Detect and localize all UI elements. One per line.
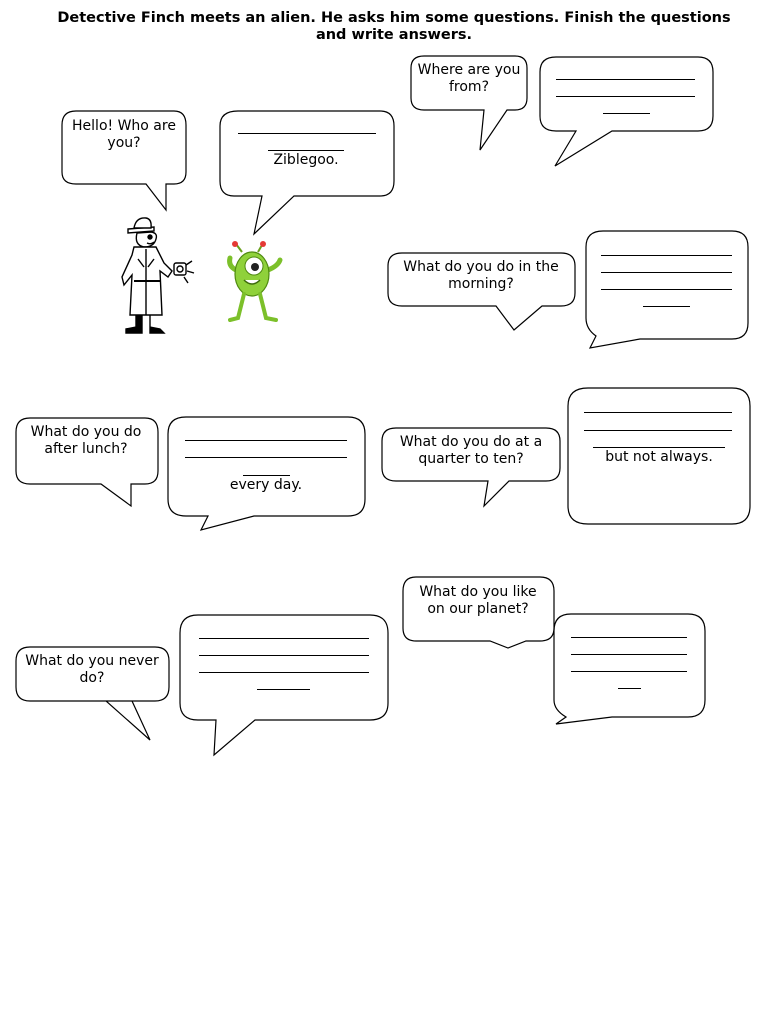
answer-blank-line[interactable] <box>185 457 347 458</box>
question-text-6: What do you never do? <box>25 653 159 686</box>
answer-blank-line[interactable] <box>556 96 695 97</box>
question-text-7: What do you like on our planet? <box>419 584 537 617</box>
answer-blank-line[interactable] <box>603 113 650 114</box>
answer-blank-line[interactable] <box>601 289 732 290</box>
answer-blank-line[interactable] <box>601 255 732 256</box>
question-text-4: What do you do after lunch? <box>30 424 142 457</box>
question-text-5: What do you do at a quarter to ten? <box>399 434 543 467</box>
answer-blank-line[interactable] <box>199 655 369 656</box>
question-text-3: What do you do in the morning? <box>403 259 559 292</box>
answer-bubble-2 <box>540 57 713 166</box>
answer-bubble-6 <box>180 615 388 755</box>
answer-blank-line[interactable] <box>243 475 290 476</box>
answer-blank-line[interactable] <box>618 688 641 689</box>
question-text-2: Where are you from? <box>417 62 521 95</box>
answer-blank-line[interactable] <box>584 430 732 431</box>
alien-figure <box>230 241 280 320</box>
answer-blank-line[interactable] <box>601 272 732 273</box>
answer-bubble-1 <box>220 111 394 234</box>
question-text-1: Hello! Who are you? <box>72 118 176 151</box>
answer-blank-line[interactable] <box>257 689 310 690</box>
answer-blank-line[interactable] <box>199 672 369 673</box>
answer-bubble-4 <box>168 417 365 530</box>
worksheet-instructions: Detective Finch meets an alien. He asks him some questions. Finish the questions and write answers. <box>57 10 731 43</box>
answer-blank-line[interactable] <box>593 447 725 448</box>
detective-figure <box>122 218 194 333</box>
answer-blank-line[interactable] <box>268 150 344 151</box>
answer-text-1: Ziblegoo. <box>273 152 339 168</box>
answer-blank-line[interactable] <box>185 440 347 441</box>
answer-text-4: every day. <box>229 477 303 493</box>
answer-blank-line[interactable] <box>556 79 695 80</box>
answer-blank-line[interactable] <box>238 133 376 134</box>
answer-blank-line[interactable] <box>571 637 687 638</box>
answer-bubble-7 <box>554 614 705 724</box>
answer-blank-line[interactable] <box>199 638 369 639</box>
answer-blank-line[interactable] <box>571 671 687 672</box>
answer-blank-line[interactable] <box>643 306 690 307</box>
answer-text-5: but not always. <box>605 449 713 465</box>
answer-blank-line[interactable] <box>584 412 732 413</box>
answer-blank-line[interactable] <box>571 654 687 655</box>
